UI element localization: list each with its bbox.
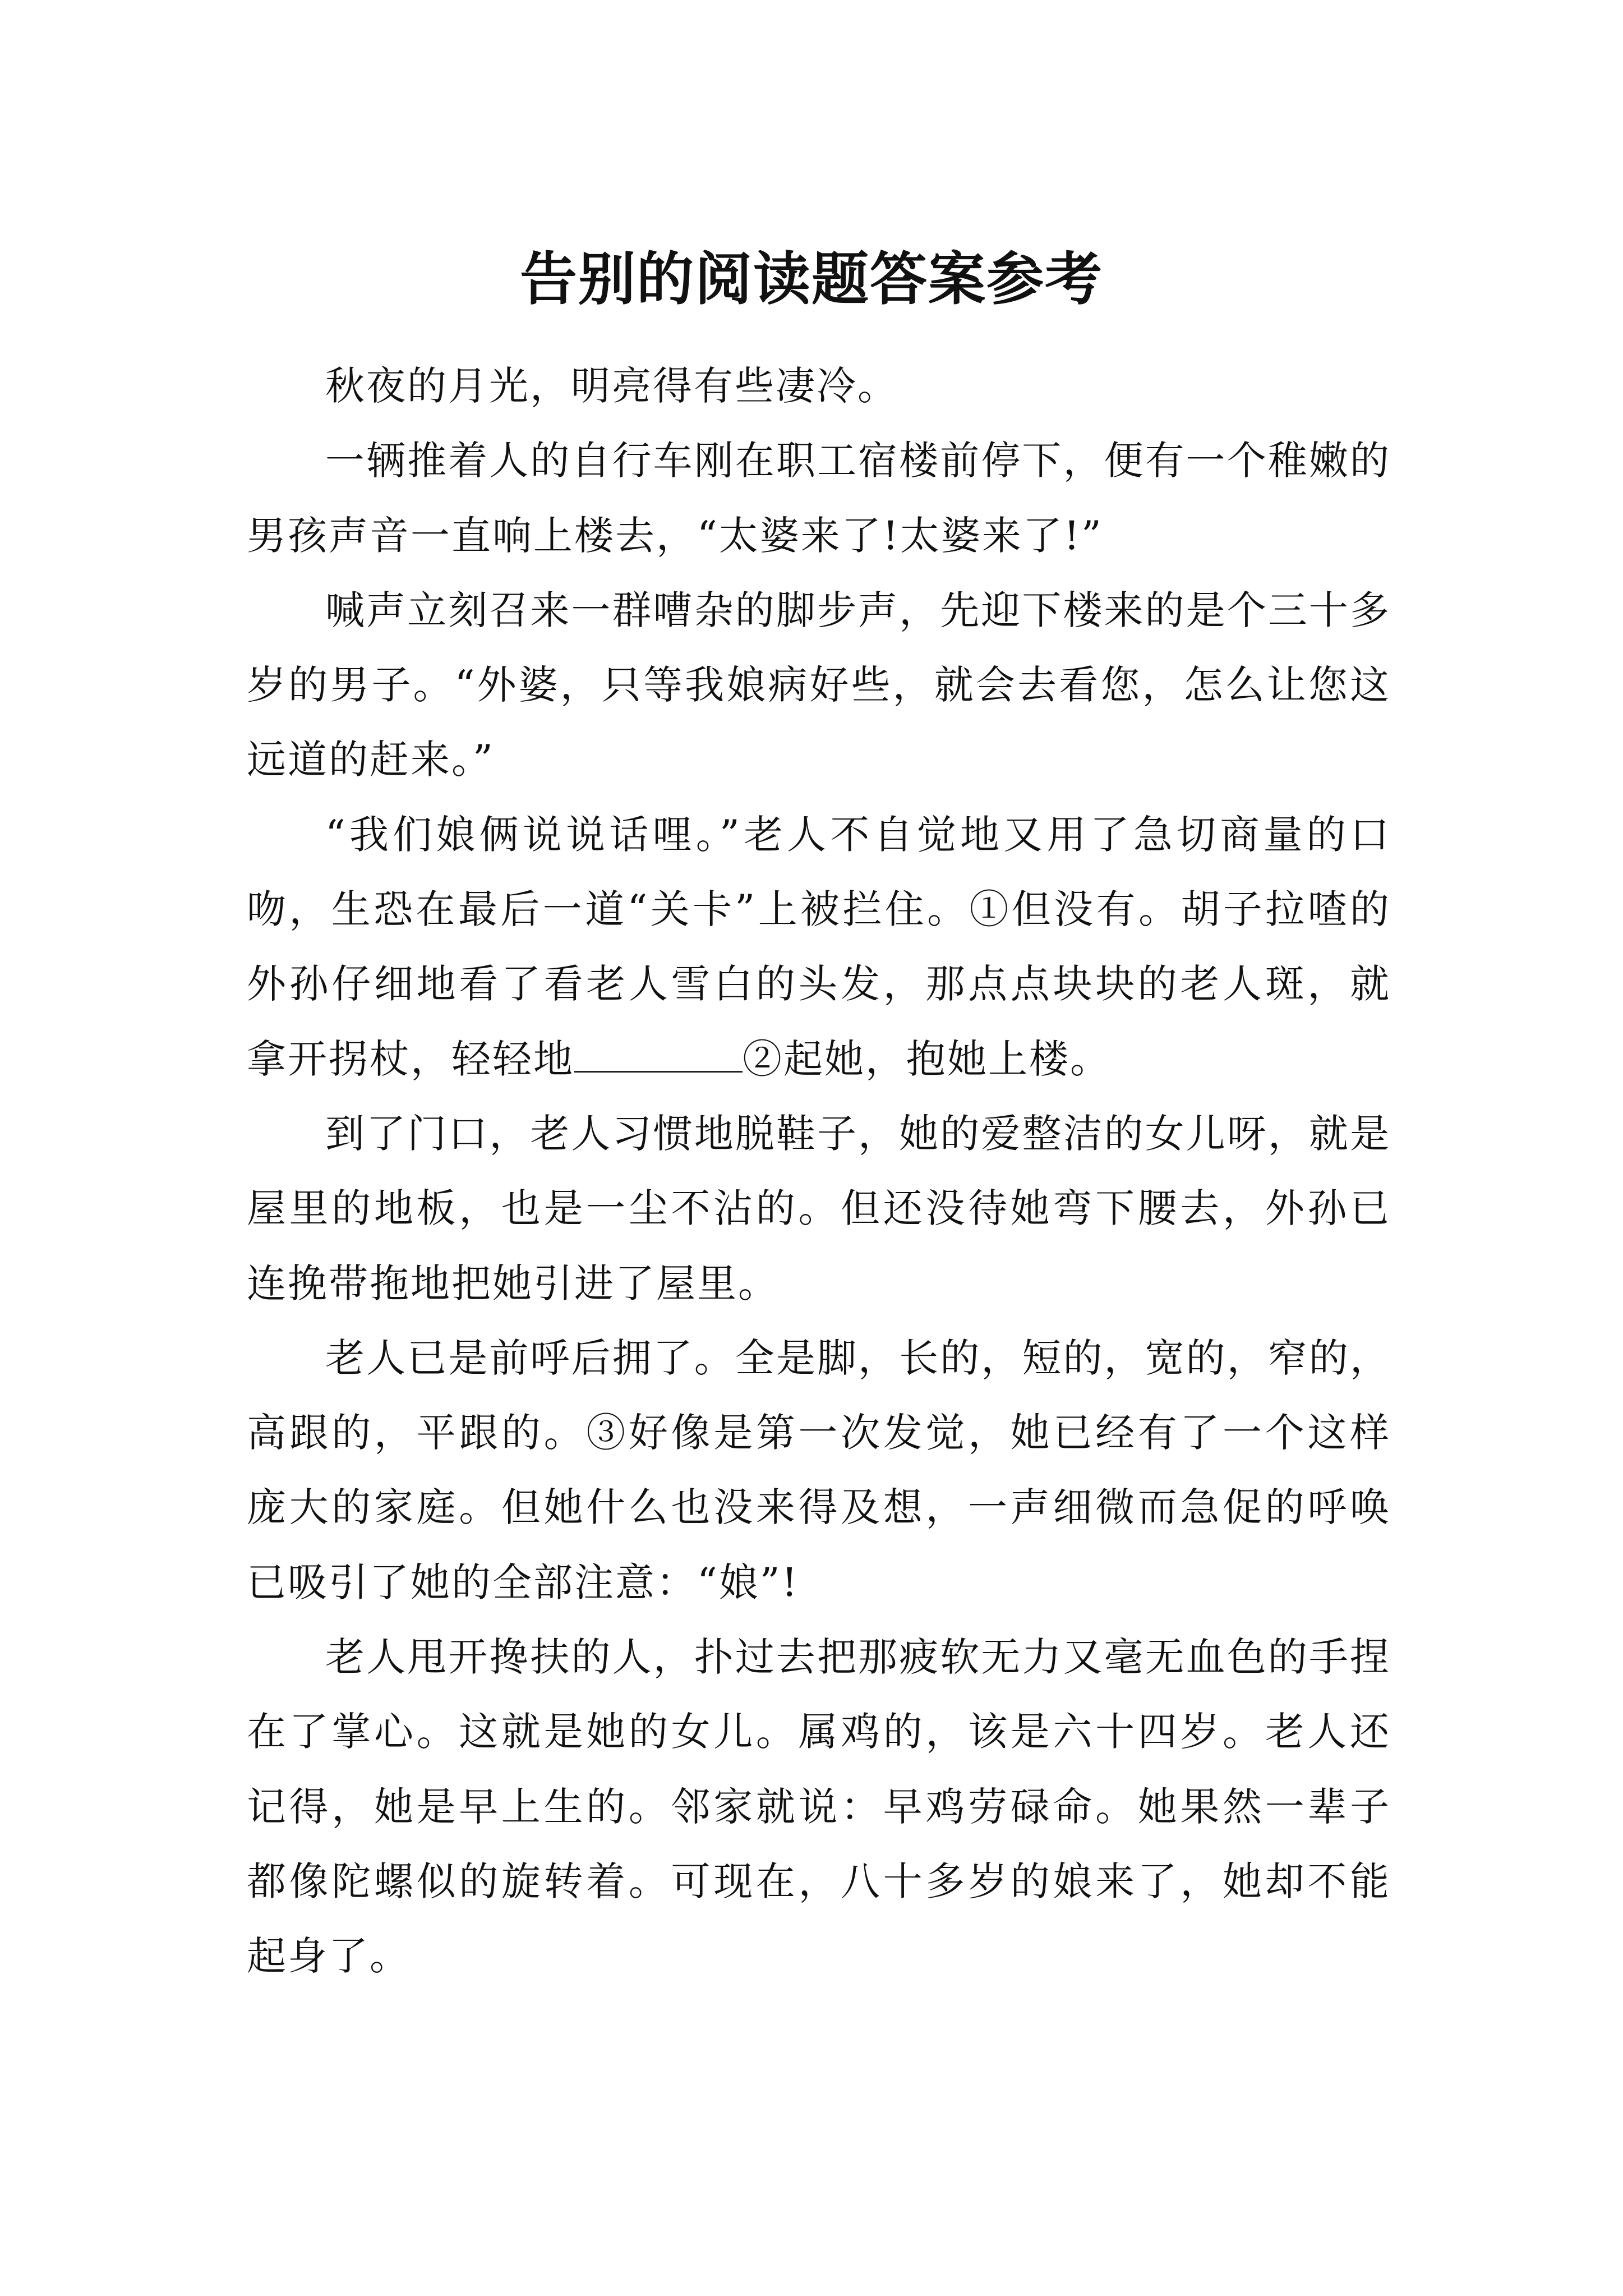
paragraph-5: 到了门口，老人习惯地脱鞋子，她的爱整洁的女儿呀，就是屋里的地板，也是一尘不沾的。但还没待她弯下腰去，外孙已连挽带拖地把她引进了屋里。 xyxy=(247,1110,1391,1306)
paragraph-4-after-blank: ②起她，抱她上楼。 xyxy=(743,1036,1111,1082)
paragraph-4 xyxy=(247,798,1391,1097)
fill-in-blank[interactable] xyxy=(574,1070,743,1073)
paragraph-4-before-blank: “我们娘俩说说话哩。”老人不自觉地又用了急切商量的口吻，生恐在最后一道“关卡”上被拦住。①但没有。胡子拉喳的外孙仔细地看了看老人雪白的头发，那点点块块的老人斑，就拿开拐杖，轻轻地 xyxy=(247,811,1391,1082)
article-body xyxy=(247,349,1391,1994)
page-title: 告别的阅读题答案参考 xyxy=(520,246,1103,314)
paragraph-3: 喊声立刻召来一群嘈杂的脚步声，先迎下楼来的是个三十多岁的男子。“外婆，只等我娘病好些，就会去看您，怎么让您这远道的赶来。” xyxy=(247,587,1391,783)
paragraph-1: 秋夜的月光，明亮得有些凄冷。 xyxy=(325,363,898,409)
paragraph-6: 老人已是前呼后拥了。全是脚，长的，短的，宽的，窄的，高跟的，平跟的。③好像是第一次发觉，她已经有了一个这样庞大的家庭。但她什么也没来得及想，一声细微而急促的呼唤已吸引了她的全部注意：“娘”! xyxy=(247,1335,1391,1605)
paragraph-2: 一辆推着人的自行车刚在职工宿楼前停下，便有一个稚嫩的男孩声音一直响上楼去，“太婆来了!太婆来了!” xyxy=(247,438,1391,559)
paragraph-7: 老人甩开搀扶的人，扑过去把那疲软无力又毫无血色的手捏在了掌心。这就是她的女儿。属鸡的，该是六十四岁。老人还记得，她是早上生的。邻家就说：早鸡劳碌命。她果然一辈子都像陀螺似的旋转着。可现在，八十多岁的娘来了，她却不能起身了。 xyxy=(247,1634,1391,1980)
